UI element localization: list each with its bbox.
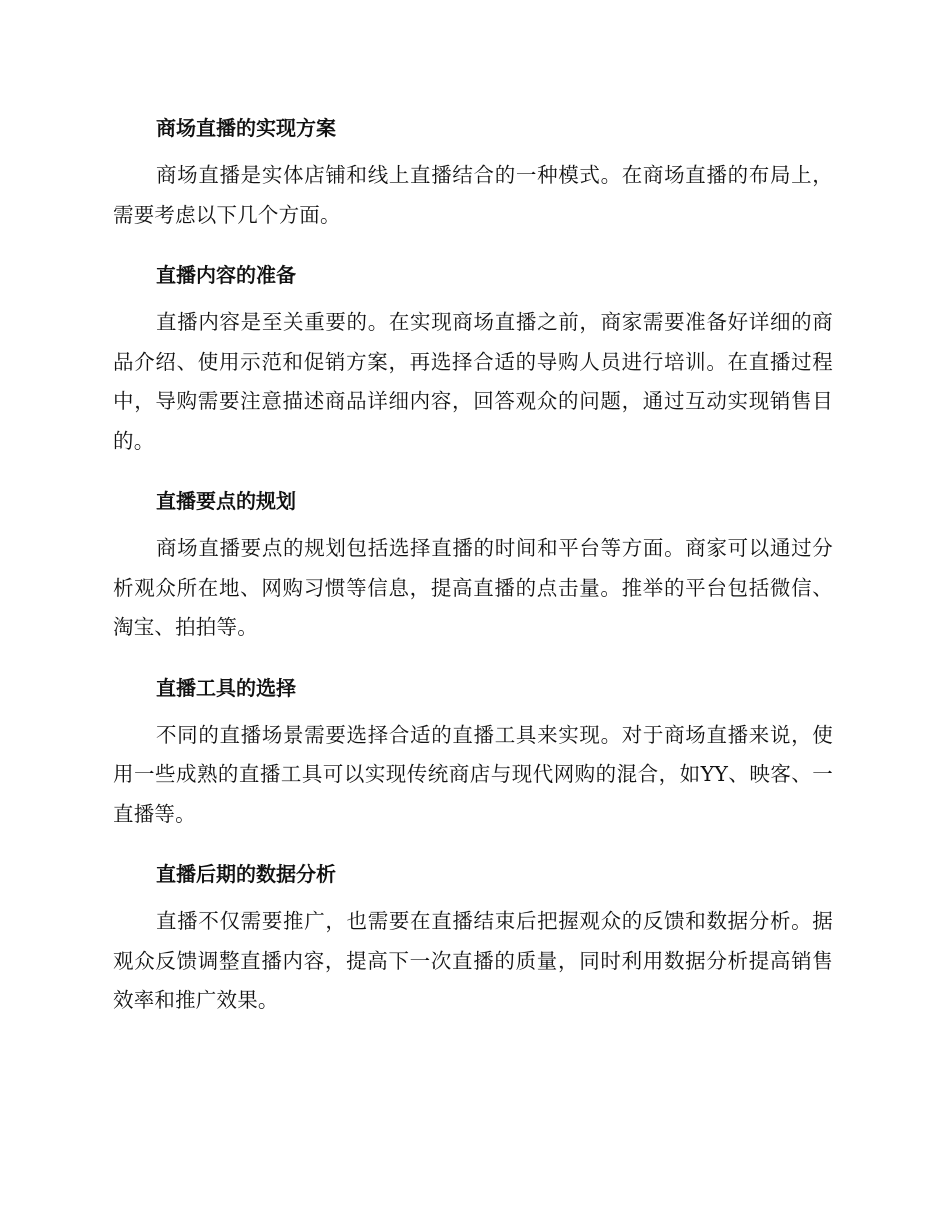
section-content-preparation [113,255,833,461]
section-implementation-plan [113,108,833,235]
section-key-points-planning [113,481,833,648]
document-page [113,108,833,1041]
section-heading: 直播要点的规划 [156,489,296,513]
section-paragraph: 不同的直播场景需要选择合适的直播工具来实现。对于商场直播来说，使用一些成熟的直播工具可以实现传统商店与现代网购的混合，如YY、映客、一直播等。 [113,722,833,826]
section-tool-selection [113,668,833,835]
section-heading: 商场直播的实现方案 [156,116,336,140]
section-paragraph: 直播内容是至关重要的。在实现商场直播之前，商家需要准备好详细的商品介绍、使用示范和促销方案，再选择合适的导购人员进行培训。在直播过程中，导购需要注意描述商品详细内容，回答观众的问题，通过互动实现销售目的。 [113,310,833,453]
section-paragraph: 直播不仅需要推广，也需要在直播结束后把握观众的反馈和数据分析。据观众反馈调整直播内容，提高下一次直播的质量，同时利用数据分析提高销售效率和推广效果。 [113,909,833,1012]
section-paragraph: 商场直播是实体店铺和线上直播结合的一种模式。在商场直播的布局上，需要考虑以下几个方面。 [113,163,833,227]
section-heading: 直播后期的数据分析 [156,862,336,886]
section-paragraph: 商场直播要点的规划包括选择直播的时间和平台等方面。商家可以通过分析观众所在地、网购习惯等信息，提高直播的点击量。推举的平台包括微信、淘宝、拍拍等。 [113,536,833,639]
section-data-analysis [113,854,833,1021]
section-heading: 直播内容的准备 [156,263,296,287]
section-heading: 直播工具的选择 [156,675,296,700]
